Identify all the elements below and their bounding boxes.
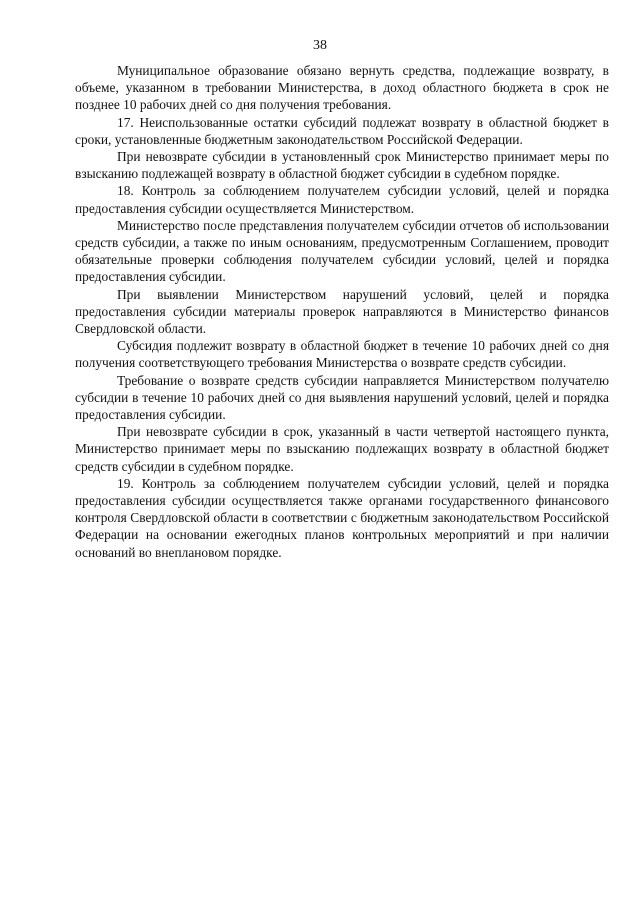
paragraph-subsidy-return: Субсидия подлежит возврату в областной бюджет в течение 10 рабочих дней со дня получения соответствующего требования Министерства о возврате средств субсидии. bbox=[75, 338, 609, 371]
paragraph-court-recovery: При невозврате субсидии в срок, указанный в части четвертой настоящего пункта, Министерство принимает меры по взысканию подлежащих возврату в областной бюджет средств субсидии в судебном порядке. bbox=[75, 424, 609, 474]
page-number: 38 bbox=[313, 38, 327, 53]
paragraph-non-return-recovery: При невозврате субсидии в установленный срок Министерство принимает меры по взысканию подлежащей возврату в областной бюджет субсидии в судебном порядке. bbox=[75, 149, 609, 182]
paragraph-return-requirement: Требование о возврате средств субсидии направляется Министерством получателю субсидии в течение 10 рабочих дней со дня выявления нарушений условий, целей и порядка предоставления субсидии. bbox=[75, 372, 609, 423]
paragraph-19-state-control: 19. Контроль за соблюдением получателем субсидии условий, целей и порядка предоставления субсидии осуществляется также органами государственного финансового контроля Свердловской области в соответствии с бюджетным законодательством Российской Федерации на основании ежегодных планов контрольных мероприятий и при наличии оснований во внеплановом порядке. bbox=[75, 475, 609, 560]
paragraph-violations-materials: При выявлении Министерством нарушений условий, целей и порядка предоставления субсидии материалы проверок направляются в Министерство финансов Свердловской области. bbox=[75, 286, 609, 337]
document-body bbox=[75, 62, 609, 561]
paragraph-ministry-inspections: Министерство после представления получателем субсидии отчетов об использовании средств субсидии, а также по иным основаниям, предусмотренным Соглашением, проводит обязательные проверки соблюдения получателем субсидии условий, целей и порядка предоставления субсидии. bbox=[75, 217, 609, 285]
paragraph-municipal-refund: Муниципальное образование обязано вернуть средства, подлежащие возврату, в объеме, указанном в требовании Министерства, в доход областного бюджета в срок не позднее 10 рабочих дней со дня получения требования. bbox=[75, 63, 609, 113]
paragraph-18-control: 18. Контроль за соблюдением получателем субсидии условий, целей и порядка предоставления субсидии осуществляется Министерством. bbox=[75, 183, 609, 216]
paragraph-17-unused-balances: 17. Неиспользованные остатки субсидий подлежат возврату в областной бюджет в сроки, установленные бюджетным законодательством Российской Федерации. bbox=[75, 114, 609, 147]
